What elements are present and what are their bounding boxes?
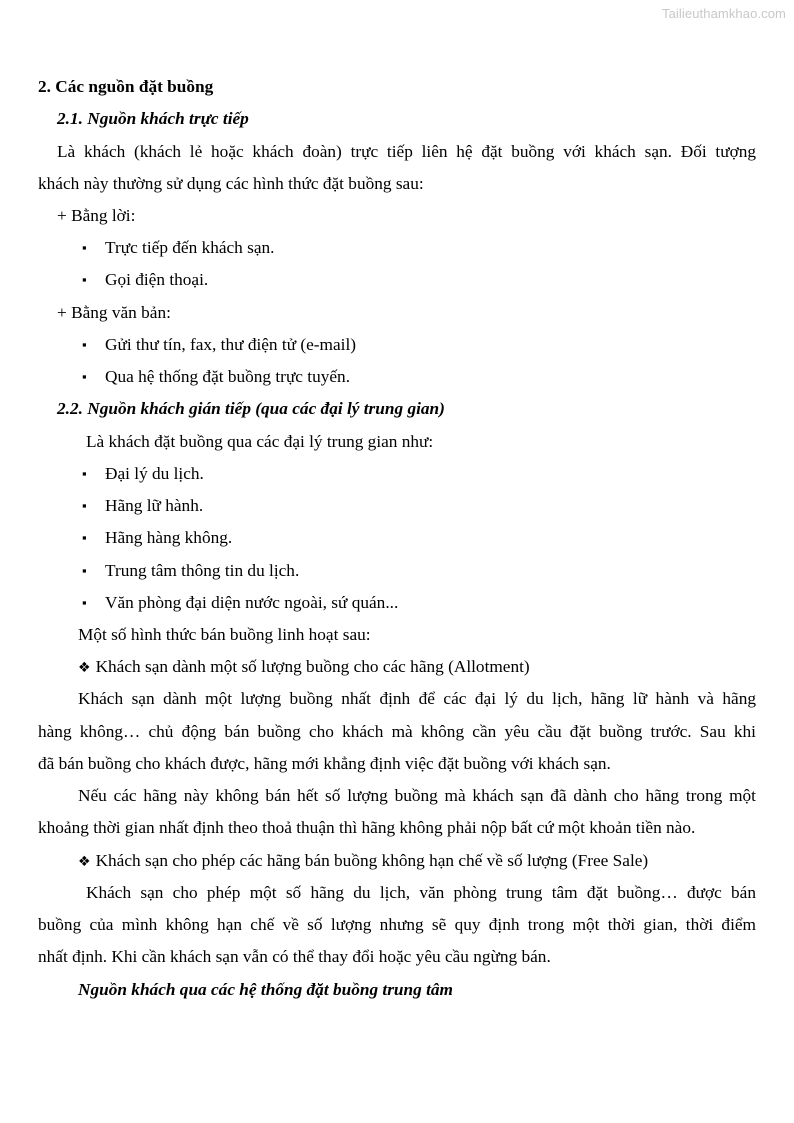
bullet-icon: ▪ <box>82 498 87 513</box>
list-item-text: Trung tâm thông tin du lịch. <box>105 561 300 580</box>
subsection-heading-direct: 2.1. Nguồn khách trực tiếp <box>57 109 249 128</box>
flexible-sales-intro: Một số hình thức bán buồng linh hoạt sau: <box>78 625 371 644</box>
verbal-label: + Bằng lời: <box>57 206 136 225</box>
bullet-icon: ▪ <box>82 595 87 610</box>
free-sale-paragraph-line-2: buồng của mình không hạn chế về số lượng nhưng sẽ quy định trong một thời gian, thời điểm <box>38 915 756 934</box>
indirect-intro: Là khách đặt buồng qua các đại lý trung gian như: <box>86 432 434 451</box>
list-item-text: Gửi thư tín, fax, thư điện tử (e-mail) <box>105 335 357 354</box>
list-item-text: Trực tiếp đến khách sạn. <box>105 238 275 257</box>
allotment-paragraph-2-line-2: khoảng thời gian nhất định theo thoả thuận thì hãng không phải nộp bất cứ một khoản tiền nào. <box>38 818 696 837</box>
allotment-heading <box>78 656 756 679</box>
bullet-icon: ▪ <box>82 563 87 578</box>
list-item-text: Văn phòng đại diện nước ngoài, sứ quán... <box>105 593 399 612</box>
direct-intro-line-2: khách này thường sử dụng các hình thức đặt buồng sau: <box>38 174 424 193</box>
allotment-paragraph-1-line-3: đã bán buồng cho khách được, hãng mới khẳng định việc đặt buồng với khách sạn. <box>38 754 611 773</box>
bullet-icon: ▪ <box>82 369 87 384</box>
subsection-heading-indirect: 2.2. Nguồn khách gián tiếp (qua các đại lý trung gian) <box>57 399 445 418</box>
allotment-paragraph-2-line-1: Nếu các hãng này không bán hết số lượng buồng mà khách sạn đã dành cho hãng trong một <box>78 786 756 805</box>
central-reservation-heading: Nguồn khách qua các hệ thống đặt buồng trung tâm <box>78 980 453 999</box>
section-heading: 2. Các nguồn đặt buồng <box>38 77 214 96</box>
bullet-icon: ▪ <box>82 272 87 287</box>
diamond-bullet-icon: ❖ <box>78 660 91 676</box>
free-sale-paragraph-line-1: Khách sạn cho phép một số hãng du lịch, văn phòng trung tâm đặt buồng… được bán <box>86 883 756 902</box>
list-item-text: Gọi điện thoại. <box>105 270 209 289</box>
allotment-paragraph-1-line-2: hàng không… chủ động bán buồng cho khách mà không cần yêu cầu đặt buồng trước. Sau khi <box>38 722 756 741</box>
list-item-text: Hãng hàng không. <box>105 528 233 547</box>
bullet-icon: ▪ <box>82 337 87 352</box>
written-label: + Bằng văn bản: <box>57 303 171 322</box>
list-item-text: Hãng lữ hành. <box>105 496 204 515</box>
free-sale-heading <box>78 850 756 873</box>
bullet-icon: ▪ <box>82 530 87 545</box>
watermark: Tailieuthamkhao.com <box>661 6 786 21</box>
allotment-paragraph-1-line-1: Khách sạn dành một lượng buồng nhất định để các đại lý du lịch, hãng lữ hành và hãng <box>78 689 756 708</box>
list-item-text: Đại lý du lịch. <box>105 464 204 483</box>
allotment-heading-text: Khách sạn dành một số lượng buồng cho các hãng (Allotment) <box>95 657 530 676</box>
bullet-icon: ▪ <box>82 240 87 255</box>
bullet-icon: ▪ <box>82 466 87 481</box>
free-sale-heading-text: Khách sạn cho phép các hãng bán buồng không hạn chế về số lượng (Free Sale) <box>95 851 649 870</box>
free-sale-paragraph-line-3: nhất định. Khi cần khách sạn vẫn có thể thay đổi hoặc yêu cầu ngừng bán. <box>38 947 551 966</box>
list-item-text: Qua hệ thống đặt buồng trực tuyến. <box>105 367 351 386</box>
direct-intro-line-1: Là khách (khách lẻ hoặc khách đoàn) trực tiếp liên hệ đặt buồng với khách sạn. Đối tượng <box>57 142 756 161</box>
diamond-bullet-icon: ❖ <box>78 854 91 870</box>
